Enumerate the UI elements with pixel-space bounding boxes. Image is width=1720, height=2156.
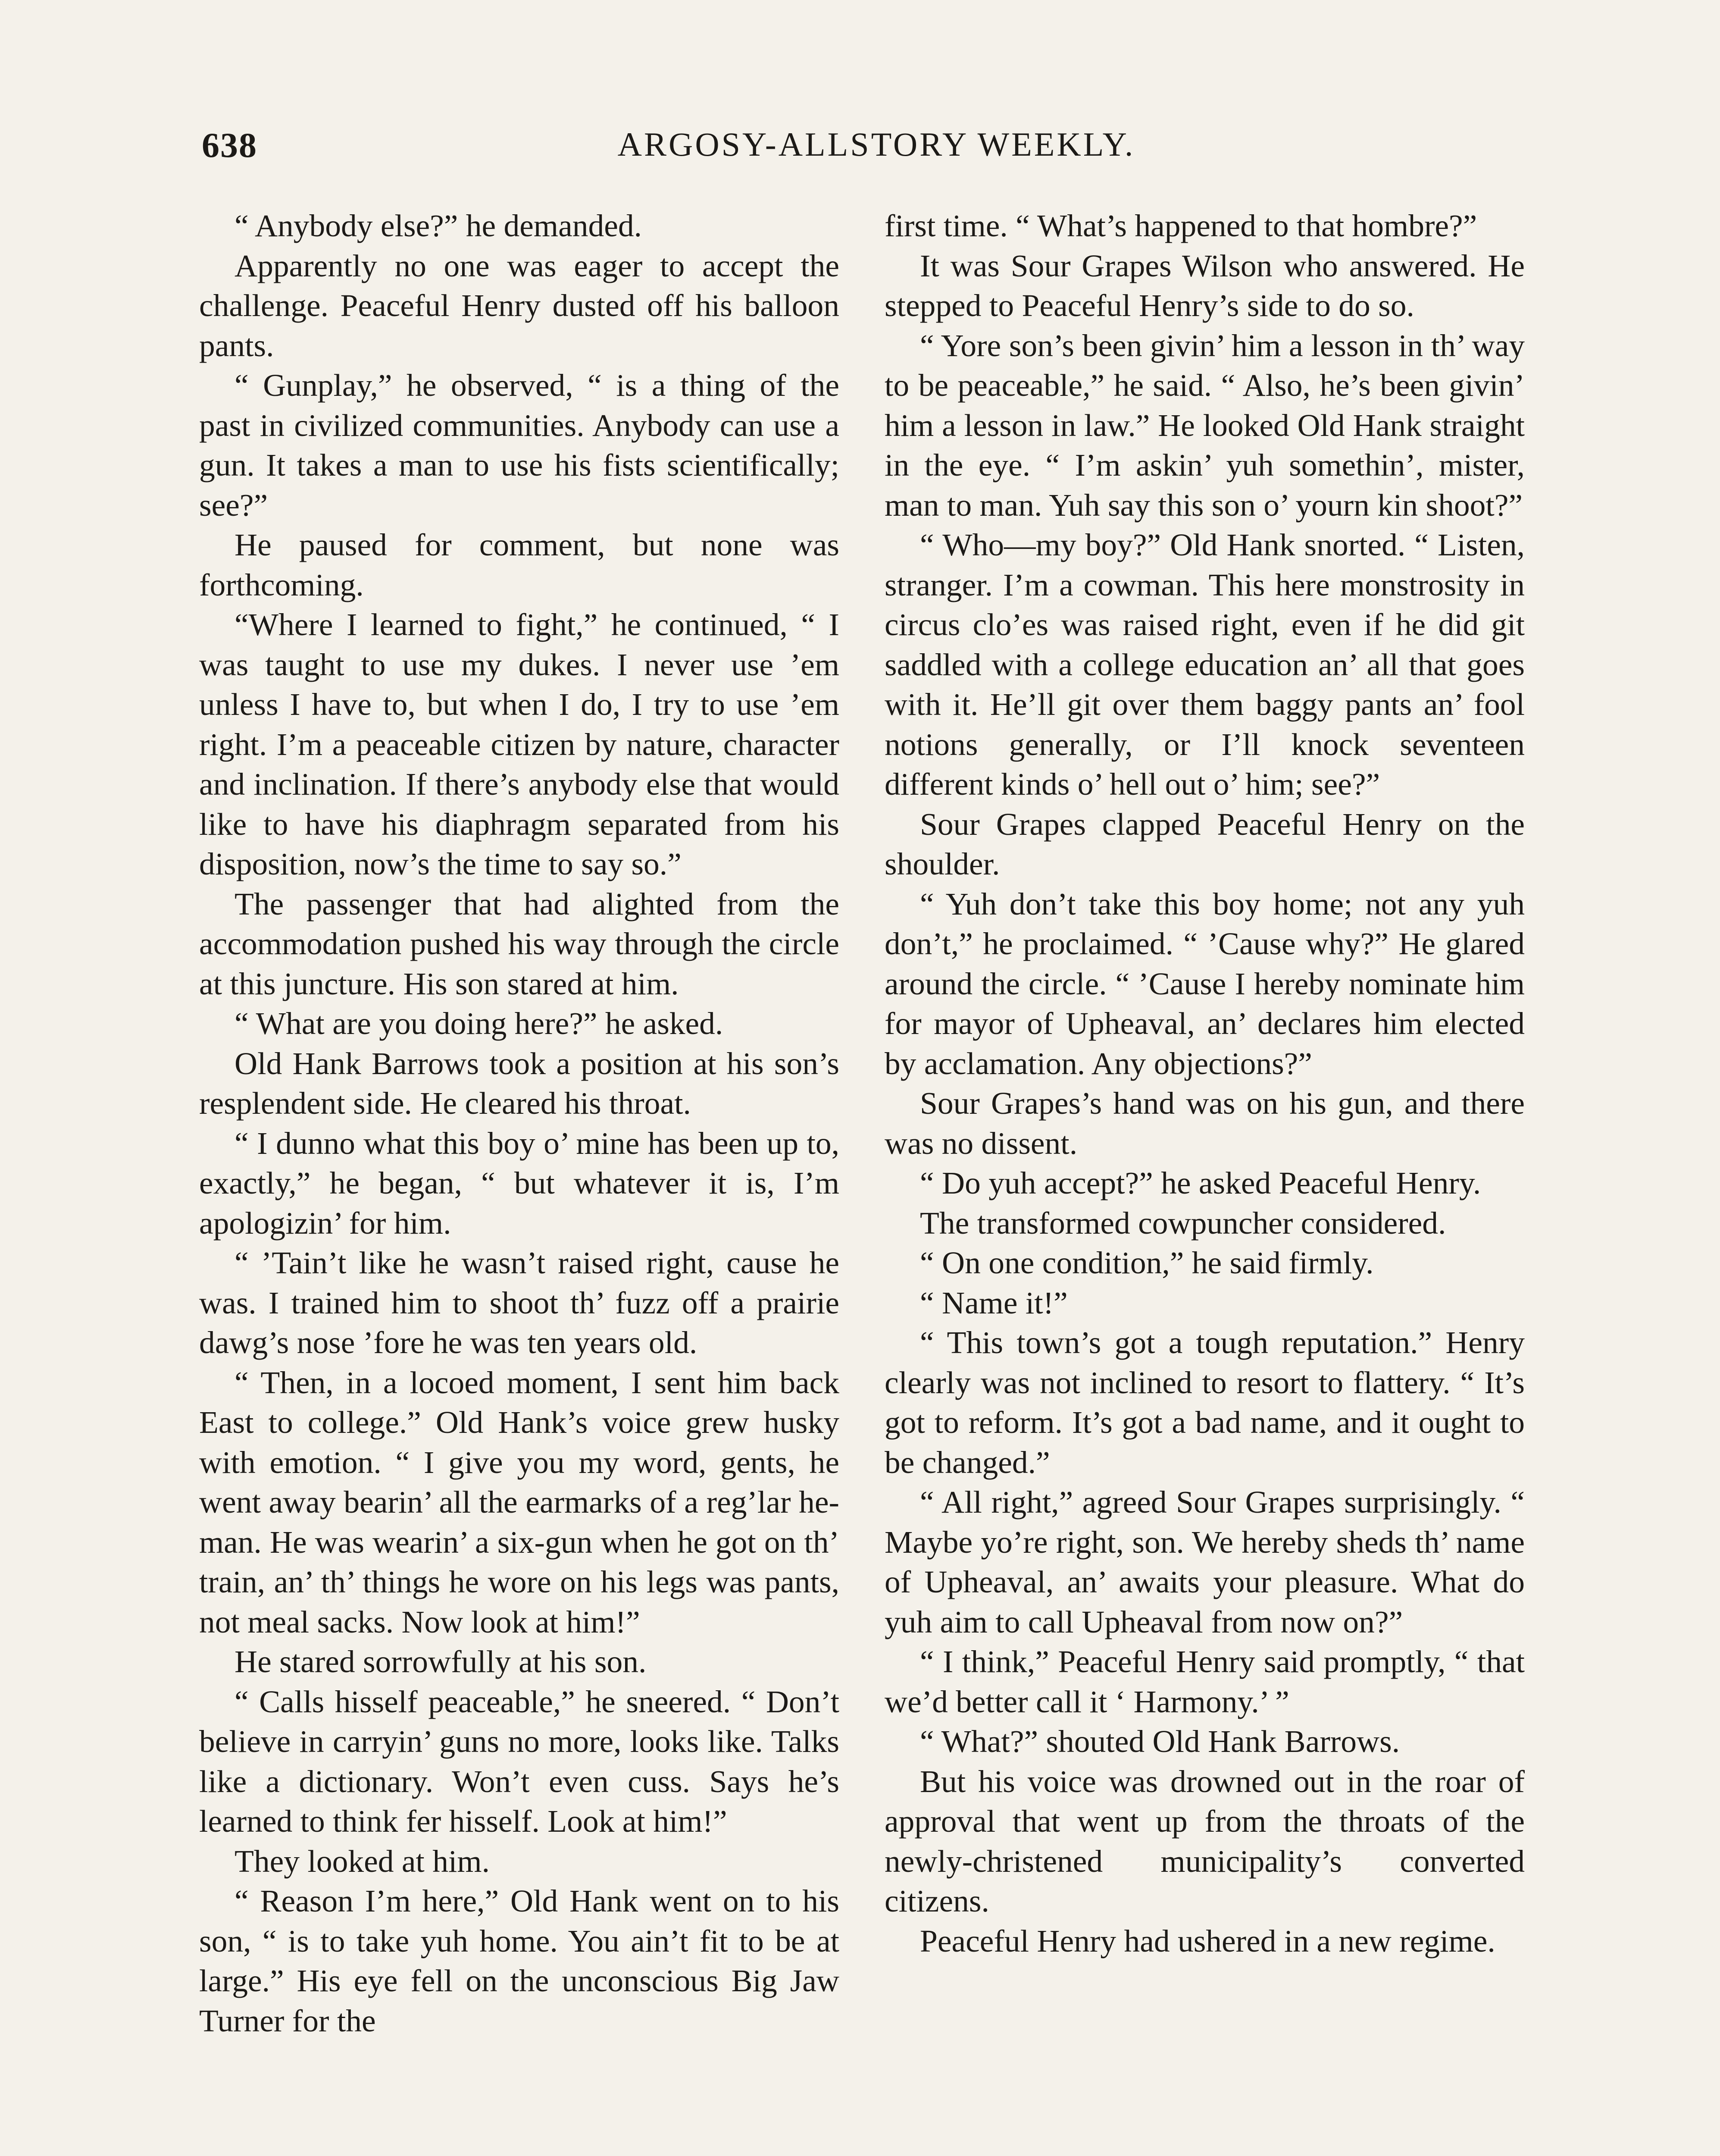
paragraph: Peaceful Henry had ushered in a new regime. — [920, 1923, 1495, 1959]
paragraph: “ Reason I’m here,” Old Hank went on to his son, “ is to take yuh home. You ain’t fit to be at large.” His eye fell on the unconscious Big Jaw Turner for the — [199, 1883, 839, 2038]
right-column — [885, 206, 1525, 1961]
paragraph: “ This town’s got a tough reputation.” Henry clearly was not inclined to resort to flattery. “ It’s got to reform. It’s got a bad name, and it ought to be changed.” — [885, 1325, 1525, 1480]
paragraph: Sour Grapes’s hand was on his gun, and there was no dissent. — [885, 1086, 1525, 1161]
paragraph: “ Who—my boy?” Old Hank snorted. “ Listen, stranger. I’m a cowman. This here monstrosity in circus clo’es was raised right, even if he did git saddled with a college education an’ all that goes with it. He’ll git over them baggy pants an’ fool notions generally, or I’ll knock seventeen different kinds o’ hell out o’ him; see?” — [885, 527, 1525, 802]
paragraph: “ Gunplay,” he observed, “ is a thing of the past in civilized communities. Anybody can use a gun. It takes a man to use his fists scientifically; see?” — [199, 368, 839, 523]
paragraph: He paused for comment, but none was forthcoming. — [199, 527, 839, 602]
page-header — [202, 125, 1551, 185]
paragraph: “ Calls hisself peaceable,” he sneered. “ Don’t believe in carryin’ guns no more, looks like. Talks like a dictionary. Won’t even cuss. Says he’s learned to think fer hisself. Look at him!” — [199, 1684, 839, 1839]
paragraph: “ I think,” Peaceful Henry said promptly, “ that we’d better call it ‘ Harmony.’ ” — [885, 1644, 1525, 1719]
paragraph: “ Anybody else?” he demanded. — [235, 208, 642, 243]
paragraph: “ Yore son’s been givin’ him a lesson in th’ way to be peaceable,” he said. “ Also, he’s been givin’ him a lesson in law.” He looked Old Hank straight in the eye. “ I’m askin’ yuh somethin’, mister, man to man. Yuh say this son o’ yourn kin shoot?” — [885, 328, 1525, 523]
paragraph: Apparently no one was eager to accept the challenge. Peaceful Henry dusted off his balloon pants. — [199, 248, 839, 363]
paragraph: “ I dunno what this boy o’ mine has been up to, exactly,” he began, “ but whatever it is, I’m apologizin’ for him. — [199, 1125, 839, 1241]
paragraph: “ ’Tain’t like he wasn’t raised right, cause he was. I trained him to shoot th’ fuzz off a prairie dawg’s nose ’fore he was ten years old. — [199, 1245, 839, 1360]
paragraph: “ Yuh don’t take this boy home; not any yuh don’t,” he proclaimed. “ ’Cause why?” He glared around the circle. “ ’Cause I hereby nominate him for mayor of Upheaval, an’ declares him elected by acclamation. Any objections?” — [885, 886, 1525, 1081]
paragraph: The transformed cowpuncher considered. — [920, 1205, 1446, 1241]
paragraph: Old Hank Barrows took a position at his son’s resplendent side. He cleared his throat. — [199, 1046, 839, 1121]
paragraph: He stared sorrowfully at his son. — [235, 1644, 647, 1679]
paragraph: They looked at him. — [235, 1843, 490, 1879]
left-column — [199, 206, 839, 2041]
paragraph: “ What are you doing here?” he asked. — [235, 1006, 723, 1041]
paragraph: It was Sour Grapes Wilson who answered. He stepped to Peaceful Henry’s side to do so. — [885, 248, 1525, 323]
continued-paragraph: first time. “ What’s happened to that hombre?” — [885, 208, 1477, 243]
paragraph: “ Name it!” — [920, 1285, 1068, 1320]
paragraph: “ On one condition,” he said firmly. — [920, 1245, 1374, 1280]
paragraph: “ Do yuh accept?” he asked Peaceful Henry. — [920, 1166, 1481, 1200]
running-head: ARGOSY-ALLSTORY WEEKLY. — [617, 125, 1135, 163]
paragraph: Sour Grapes clapped Peaceful Henry on the shoulder. — [885, 806, 1525, 881]
paragraph: “ All right,” agreed Sour Grapes surprisingly. “ Maybe yo’re right, son. We hereby sheds th’ name of Upheaval, an’ awaits your pleasure. What do yuh aim to call Upheaval from now on?” — [885, 1485, 1525, 1639]
paragraph: The passenger that had alighted from the accommodation pushed his way through the circle at this juncture. His son stared at him. — [199, 886, 839, 1001]
paragraph: “ Then, in a locoed moment, I sent him back East to college.” Old Hank’s voice grew husky with emotion. “ I give you my word, gents, he went away bearin’ all the earmarks of a reg’lar he-man. He was wearin’ a six-gun when he got on th’ train, an’ th’ things he wore on his legs was pants, not meal sacks. Now look at him!” — [199, 1365, 839, 1639]
paragraph: “ What?” shouted Old Hank Barrows. — [920, 1724, 1400, 1759]
paragraph: “Where I learned to fight,” he continued, “ I was taught to use my dukes. I never use ’em unless I have to, but when I do, I try to use ’em right. I’m a peaceable citizen by nature, character and inclination. If there’s anybody else that would like to have his diaphragm separated from his disposition, now’s the time to say so.” — [199, 607, 839, 881]
page-number: 638 — [202, 125, 257, 165]
paragraph: But his voice was drowned out in the roar of approval that went up from the throats of the newly-christened municipality’s converted citizens. — [885, 1764, 1525, 1918]
